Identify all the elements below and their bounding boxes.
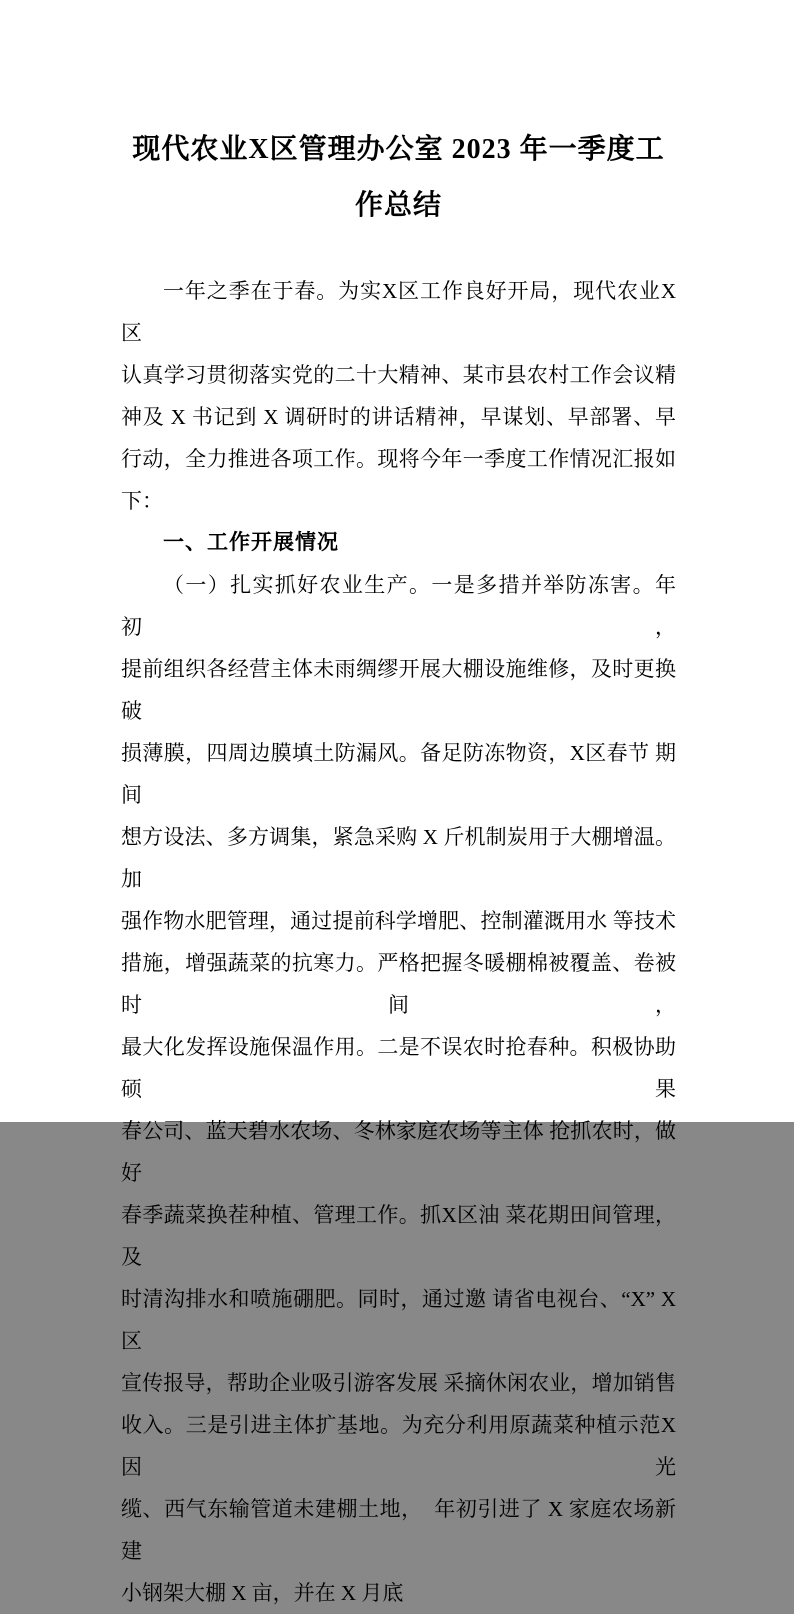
title-line-1: 现代农业X区管理办公室 2023 年一季度工: [132, 134, 665, 165]
intro-line-3: 神及 X 书记到 X 调研时的讲话精神，早谋划、早部署、早: [121, 405, 676, 429]
intro-line-2: 认真学习贯彻落实党的二十大精神、某市县农村工作会议精: [121, 363, 676, 387]
section-1-line-5: 强作物水肥管理，通过提前科学增肥、控制灌溉用水 等技术: [121, 909, 676, 933]
intro-line-1: 一年之季在于春。为实X区工作良好开局，现代农业X区: [121, 279, 676, 345]
section-1-line-12: 收入。三是引进主体扩基地。为充分利用原蔬菜种植示范X因光: [121, 1413, 676, 1479]
section-1-line-7: 最大化发挥设施保温作用。二是不误农时抢春种。积极协助硕果: [121, 1035, 676, 1101]
intro-line-5: 下：: [121, 489, 163, 513]
section-1-heading: 一、工作开展情况: [163, 531, 339, 554]
intro-paragraph: [121, 270, 676, 522]
intro-line-4: 行动，全力推进各项工作。现将今年一季度工作情况汇报如: [121, 447, 676, 471]
section-1-line-9: 春季蔬菜换茬种植、管理工作。抓X区油 菜花期田间管理，及: [121, 1203, 676, 1269]
section-1-line-2: 提前组织各经营主体未雨绸缪开展大棚设施维修，及时更换 破: [121, 657, 682, 723]
section-1-line-13: 缆、西气东输管道未建棚土地， 年初引进了 X 家庭农场新建: [121, 1497, 676, 1563]
section-1-line-14: 小钢架大棚 X 亩，并在 X 月底: [121, 1581, 404, 1605]
section-1-paragraph: [121, 564, 682, 1614]
section-1-line-8: 春公司、蓝天碧水农场、冬林家庭农场等主体 抢抓农时，做好: [121, 1119, 676, 1185]
section-1-line-4: 想方设法、多方调集，紧急采购 X 斤机制炭用于大棚增温。加: [121, 825, 676, 891]
section-1-line-10: 时清沟排水和喷施硼肥。同时，通过邀 请省电视台、“X” X区: [121, 1287, 676, 1353]
section-1-line-3: 损薄膜，四周边膜填土防漏风。备足防冻物资，X区春节 期间: [121, 741, 676, 807]
section-1-line-1: （一）扎实抓好农业生产。一是多措并举防冻害。年初，: [121, 573, 676, 639]
document-title: [121, 122, 676, 234]
section-1-line-6: 措施，增强蔬菜的抗寒力。严格把握冬暖棚棉被覆盖、卷被时间，: [121, 951, 676, 1017]
section-1-line-11: 宣传报导，帮助企业吸引游客发展 采摘休闲农业，增加销售: [121, 1371, 676, 1395]
title-line-2: 作总结: [354, 190, 442, 221]
